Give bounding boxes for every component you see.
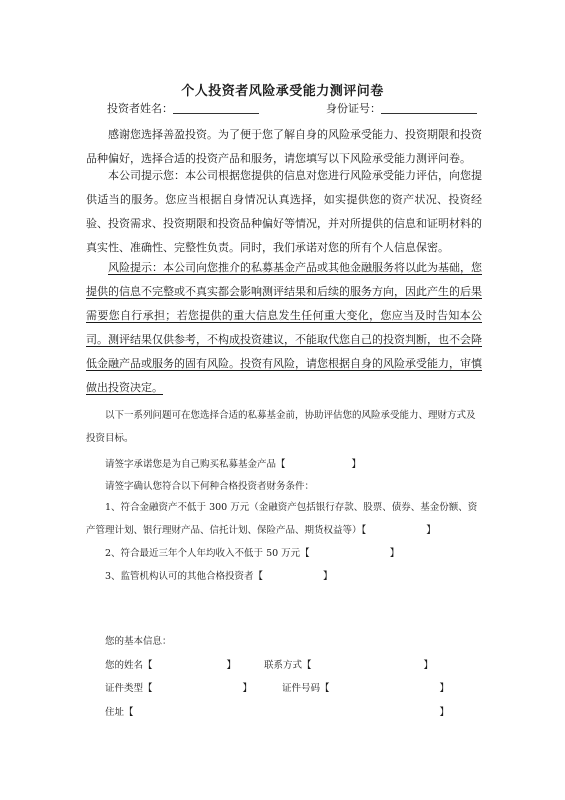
condition-1-close-bracket: 】 bbox=[426, 525, 436, 536]
address-field-label: 住址【 bbox=[105, 707, 134, 718]
purchase-confirm-row bbox=[105, 455, 361, 475]
intro-text: 感谢您选择善盈投资。为了便于您了解自身的风险承受能力、投资期限和投资品种偏好，选择合适的投资产品和服务，请您填写以下风险承受能力测评问卷。 bbox=[86, 128, 482, 165]
contact-close-bracket: 】 bbox=[423, 660, 434, 671]
id-type-field-label: 证件类型【 bbox=[105, 683, 153, 694]
basic-info-heading: 您的基本信息： bbox=[105, 636, 172, 647]
id-number-field-label: 证件号码【 bbox=[282, 683, 330, 694]
contact-field-label: 联系方式【 bbox=[264, 660, 312, 671]
notice-text: 本公司提示您：本公司根据您提供的信息对您进行风险承受能力评估，向您提供适当的服务。您应当根据自身情况认真选择，如实提供您的资产状况、投资经验、投资需求、投资期限和投资品种偏好等情况，并对所提供的信息和证明材料的真实性、准确性、完整性负责。同时，我们承诺对您的所有个人信息保密。 bbox=[86, 169, 482, 254]
condition-2-close-bracket: 】 bbox=[389, 548, 400, 559]
investor-name-label: 投资者姓名： bbox=[107, 102, 173, 115]
condition-3-row bbox=[105, 567, 333, 587]
name-close-bracket: 】 bbox=[226, 660, 237, 671]
qualified-confirm-row bbox=[105, 477, 314, 497]
condition-1-row bbox=[86, 496, 480, 542]
id-type-field-row bbox=[105, 679, 252, 699]
condition-3-text: 3、监管机构认可的其他合格投资者【 bbox=[105, 571, 264, 582]
section-intro-paragraph bbox=[86, 404, 480, 450]
name-field-label: 您的姓名【 bbox=[105, 660, 153, 671]
condition-3-close-bracket: 】 bbox=[323, 571, 333, 582]
document-title: 个人投资者风险承受能力测评问卷 bbox=[181, 84, 384, 99]
notice-paragraph bbox=[86, 164, 482, 260]
risk-notice-text: 风险提示：本公司向您推介的私募基金产品或其他金融服务将以此为基础，您提供的信息不完整或不真实都会影响测评结果和后续的服务方向，因此产生的后果需要您自行承担；若您提供的重大信息发生任何重大变化，您应当及时告知本公司。测评结果仅供参考，不构成投资建议，不能取代您自己的投资判断，也不会降低金融产品或服务的固有风险。投资有风险，请您根据自身的风险承受能力，审慎做出投资决定。 bbox=[86, 261, 482, 394]
id-number-blank[interactable] bbox=[381, 101, 477, 114]
address-field-row bbox=[105, 703, 449, 723]
contact-field-row bbox=[264, 656, 433, 676]
condition-2-text: 2、符合最近三年个人年均收入不低于 50 万元【 bbox=[105, 548, 310, 559]
name-field-row bbox=[105, 656, 236, 676]
investor-name-row bbox=[107, 100, 259, 118]
id-number-label: 身份证号： bbox=[326, 102, 381, 115]
qualified-confirm-text: 请签字确认您符合以下何种合格投资者财务条件： bbox=[105, 481, 315, 492]
condition-1-text: 1、符合金融资产不低于 300 万元（金融资产包括银行存款、股票、债券、基金份额、资产管理计划、银行理财产品、信托计划、保险产品、期货权益等）【 bbox=[86, 502, 478, 536]
id-number-close-bracket: 】 bbox=[439, 683, 450, 694]
id-number-row bbox=[326, 100, 477, 118]
risk-notice-paragraph bbox=[86, 256, 482, 400]
id-number-field-row bbox=[282, 679, 449, 699]
purchase-close-bracket: 】 bbox=[351, 459, 362, 470]
id-type-close-bracket: 】 bbox=[242, 683, 253, 694]
address-close-bracket: 】 bbox=[439, 707, 450, 718]
condition-2-row bbox=[105, 544, 399, 564]
purchase-confirm-text: 请签字承诺您是为自己购买私募基金产品【 bbox=[105, 459, 286, 470]
section-intro-text: 以下一系列问题可在您选择合适的私募基金前，协助评估您的风险承受能力、理财方式及投资目标。 bbox=[86, 410, 476, 444]
investor-name-blank[interactable] bbox=[173, 101, 259, 114]
